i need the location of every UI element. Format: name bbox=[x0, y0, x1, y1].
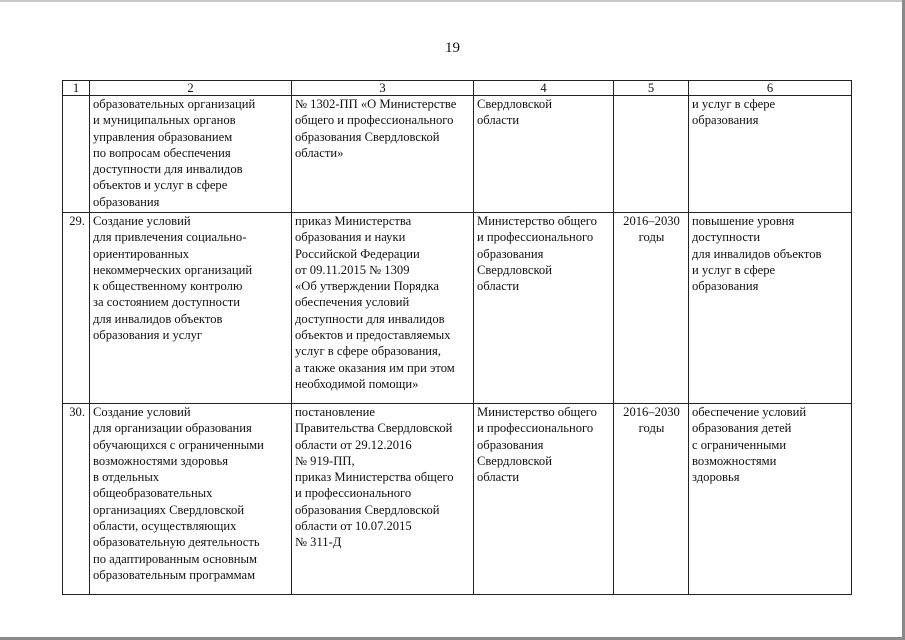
table-header-row bbox=[63, 81, 852, 96]
executor-cell: Министерство общего и профессионального образования Свердловской области bbox=[474, 213, 614, 404]
measure-cell: Создание условий для организации образования обучающихся с ограниченными возможностями здоровья в отдельных общеобразовательных организациях Свердловской области, осуществляющих образовательную деятельность по адаптированным основным образовательным программам bbox=[90, 404, 292, 595]
result-cell: обеспечение условий образования детей с ограниченными возможностями здоровья bbox=[689, 404, 852, 595]
row-number-cell bbox=[63, 96, 90, 213]
executor-cell: Министерство общего и профессионального образования Свердловской области bbox=[474, 404, 614, 595]
page-edge-top bbox=[0, 0, 905, 2]
measure-cell: образовательных организаций и муниципальных органов управления образованием по вопросам обеспечения доступности для инвалидов объектов и услуг в сфере образования bbox=[90, 96, 292, 213]
column-header: 2 bbox=[90, 81, 292, 96]
basis-cell: № 1302-ПП «О Министерстве общего и профессионального образования Свердловской области» bbox=[292, 96, 474, 213]
table-row bbox=[63, 213, 852, 404]
row-number-cell: 29. bbox=[63, 213, 90, 404]
basis-cell: приказ Министерства образования и науки Российской Федерации от 09.11.2015 № 1309 «Об утверждении Порядка обеспечения условий доступности для инвалидов объектов и предоставляемых услуг в сфере образования, а также оказания им при этом необходимой помощи» bbox=[292, 213, 474, 404]
period-cell: 2016–2030 годы bbox=[614, 404, 689, 595]
measures-table bbox=[62, 80, 852, 595]
column-header: 5 bbox=[614, 81, 689, 96]
column-header: 1 bbox=[63, 81, 90, 96]
result-cell: и услуг в сфере образования bbox=[689, 96, 852, 213]
period-cell bbox=[614, 96, 689, 213]
executor-cell: Свердловской области bbox=[474, 96, 614, 213]
basis-cell: постановление Правительства Свердловской области от 29.12.2016 № 919-ПП, приказ Министерства общего и профессионального образования Свердловской области от 10.07.2015 № 311-Д bbox=[292, 404, 474, 595]
column-header: 3 bbox=[292, 81, 474, 96]
page-number: 19 bbox=[445, 40, 460, 56]
row-number-cell: 30. bbox=[63, 404, 90, 595]
measure-cell: Создание условий для привлечения социально- ориентированных некоммерческих организаций к общественному контролю за состоянием доступности для инвалидов объектов образования и услуг bbox=[90, 213, 292, 404]
table-row bbox=[63, 404, 852, 595]
column-header: 4 bbox=[474, 81, 614, 96]
table-row bbox=[63, 96, 852, 213]
period-cell: 2016–2030 годы bbox=[614, 213, 689, 404]
column-header: 6 bbox=[689, 81, 852, 96]
result-cell: повышение уровня доступности для инвалидов объектов и услуг в сфере образования bbox=[689, 213, 852, 404]
